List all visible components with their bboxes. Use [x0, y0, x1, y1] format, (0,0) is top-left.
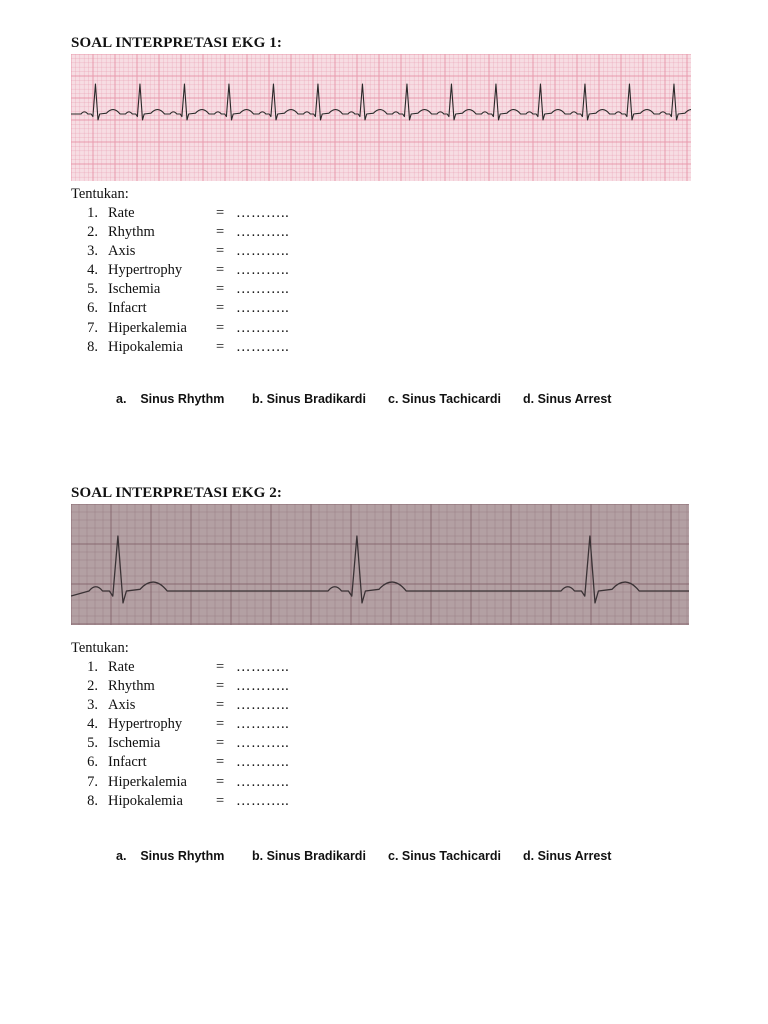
question-label: Axis	[108, 697, 136, 714]
question-number: 4.	[87, 716, 98, 733]
question-equals: =	[216, 300, 225, 317]
answer-blank[interactable]: ………..	[236, 716, 290, 733]
ekg2-section	[71, 484, 691, 811]
ekg2-option-a[interactable]: a. Sinus Rhythm	[116, 849, 225, 863]
ekg1-question-hiperkalemia	[71, 319, 691, 338]
ekg1-question-axis	[71, 242, 691, 261]
answer-blank[interactable]: ………..	[236, 319, 290, 336]
question-label: Ischemia	[108, 281, 161, 298]
question-equals: =	[216, 716, 225, 733]
question-number: 2.	[87, 678, 98, 695]
question-equals: =	[216, 697, 225, 714]
question-equals: =	[216, 338, 225, 355]
question-number: 6.	[87, 754, 98, 771]
ekg2-options	[116, 849, 623, 863]
answer-blank[interactable]: ………..	[236, 224, 290, 241]
question-equals: =	[216, 678, 225, 695]
ekg2-question-hiperkalemia	[71, 773, 691, 792]
ekg2-trace-image	[71, 504, 689, 625]
ekg2-question-hipokalemia	[71, 792, 691, 811]
ekg2-title: SOAL INTERPRETASI EKG 2:	[71, 485, 282, 501]
question-equals: =	[216, 262, 225, 279]
ekg2-question-hypertrophy	[71, 715, 691, 734]
answer-blank[interactable]: ………..	[236, 338, 290, 355]
question-equals: =	[216, 205, 225, 221]
ekg1-option-c[interactable]: c. Sinus Tachicardi	[388, 392, 502, 406]
ekg1-question-hipokalemia	[71, 338, 691, 357]
answer-blank[interactable]: ………..	[236, 262, 290, 279]
question-number: 1.	[87, 205, 98, 221]
ekg2-question-infarct	[71, 753, 691, 772]
question-number: 7.	[87, 319, 98, 336]
ekg1-intro: Tentukan:	[71, 186, 129, 202]
question-number: 8.	[87, 792, 98, 809]
answer-blank[interactable]: ………..	[236, 659, 290, 675]
question-label: Rhythm	[108, 224, 155, 241]
ekg2-intro: Tentukan:	[71, 640, 129, 656]
answer-blank[interactable]: ………..	[236, 205, 290, 221]
answer-blank[interactable]: ………..	[236, 678, 290, 695]
question-label: Hypertrophy	[108, 262, 183, 279]
question-equals: =	[216, 224, 225, 241]
question-equals: =	[216, 735, 225, 752]
question-label: Ischemia	[108, 735, 161, 752]
ekg2-question-rate	[71, 658, 691, 677]
question-number: 1.	[87, 659, 98, 675]
question-number: 4.	[87, 262, 98, 279]
ekg2-question-list	[71, 658, 691, 811]
answer-blank[interactable]: ………..	[236, 773, 290, 790]
ekg1-option-d[interactable]: d. Sinus Arrest	[523, 392, 612, 406]
question-number: 3.	[87, 243, 98, 260]
question-label: Rate	[108, 659, 135, 675]
question-equals: =	[216, 773, 225, 790]
question-label: Rhythm	[108, 678, 155, 695]
ekg2-strip	[71, 504, 689, 625]
ekg1-trace-image	[71, 54, 691, 181]
question-equals: =	[216, 754, 225, 771]
answer-blank[interactable]: ………..	[236, 300, 290, 317]
question-number: 5.	[87, 735, 98, 752]
question-label: Rate	[108, 205, 135, 221]
ekg2-question-rhythm	[71, 677, 691, 696]
ekg1-options	[116, 392, 623, 406]
question-number: 5.	[87, 281, 98, 298]
question-label: Hipokalemia	[108, 792, 183, 809]
ekg1-question-ischemia	[71, 280, 691, 299]
ekg1-section	[71, 34, 691, 357]
question-label: Hypertrophy	[108, 716, 183, 733]
ekg1-question-list	[71, 204, 691, 357]
question-label: Hipokalemia	[108, 338, 183, 355]
ekg1-question-hypertrophy	[71, 261, 691, 280]
ekg-paper	[71, 504, 689, 625]
ekg2-question-ischemia	[71, 734, 691, 753]
question-number: 8.	[87, 338, 98, 355]
ekg1-option-b[interactable]: b. Sinus Bradikardi	[252, 392, 366, 406]
question-number: 6.	[87, 300, 98, 317]
question-label: Infacrt	[108, 754, 147, 771]
ekg1-question-rhythm	[71, 223, 691, 242]
ekg2-question-axis	[71, 696, 691, 715]
question-equals: =	[216, 792, 225, 809]
answer-blank[interactable]: ………..	[236, 697, 290, 714]
answer-blank[interactable]: ………..	[236, 735, 290, 752]
question-label: Infacrt	[108, 300, 147, 317]
ekg1-question-infarct	[71, 299, 691, 318]
answer-blank[interactable]: ………..	[236, 243, 290, 260]
question-label: Hiperkalemia	[108, 319, 187, 336]
question-equals: =	[216, 281, 225, 298]
question-label: Axis	[108, 243, 136, 260]
ekg2-option-b[interactable]: b. Sinus Bradikardi	[252, 849, 366, 863]
ekg2-option-d[interactable]: d. Sinus Arrest	[523, 849, 612, 863]
answer-blank[interactable]: ………..	[236, 754, 290, 771]
question-equals: =	[216, 659, 225, 675]
ekg2-option-c[interactable]: c. Sinus Tachicardi	[388, 849, 502, 863]
question-equals: =	[216, 319, 225, 336]
question-number: 7.	[87, 773, 98, 790]
ekg1-option-a[interactable]: a. Sinus Rhythm	[116, 392, 225, 406]
question-number: 2.	[87, 224, 98, 241]
answer-blank[interactable]: ………..	[236, 281, 290, 298]
question-label: Hiperkalemia	[108, 773, 187, 790]
question-equals: =	[216, 243, 225, 260]
ekg1-title: SOAL INTERPRETASI EKG 1:	[71, 35, 282, 51]
question-number: 3.	[87, 697, 98, 714]
ekg-paper	[71, 54, 691, 181]
answer-blank[interactable]: ………..	[236, 792, 290, 809]
ekg1-question-rate	[71, 204, 691, 223]
ekg1-strip	[71, 54, 691, 181]
